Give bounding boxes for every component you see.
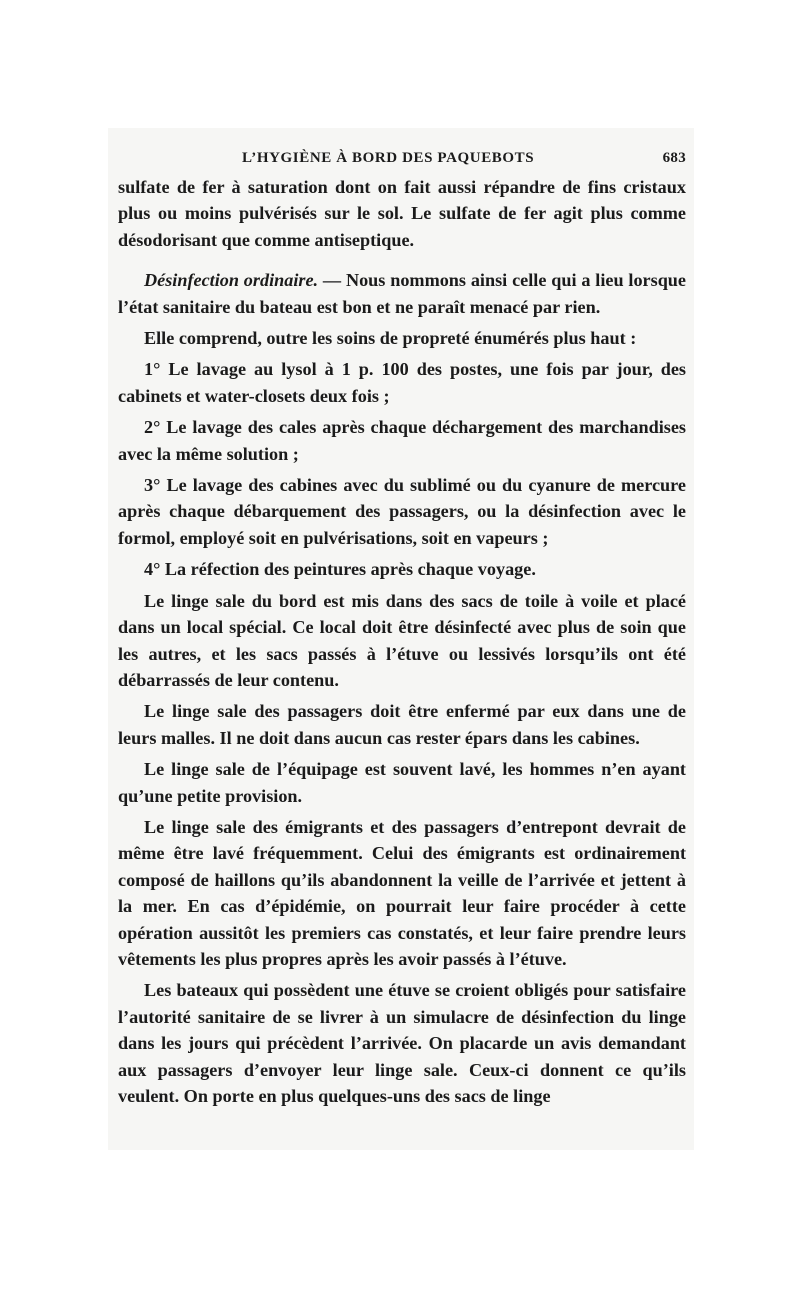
- paragraph: Le linge sale des passagers doit être enfermé par eux dans une de leurs malles. Il ne doit dans aucun cas rester épars dans les cabines.: [118, 701, 686, 748]
- body-text: [118, 174, 686, 1109]
- page-number: 683: [662, 150, 686, 166]
- list-item: 4° La réfection des peintures après chaque voyage.: [144, 559, 536, 580]
- list-item: 3° Le lavage des cabines avec du sublimé ou du cyanure de mercure après chaque débarquement des passagers, ou la désinfection avec le formol, employé soit en pulvérisations, soit en vapeurs ;: [118, 475, 686, 548]
- book-page: [108, 128, 694, 1150]
- list-item: 2° Le lavage des cales après chaque déchargement des marchandises avec la même solution ;: [118, 417, 686, 464]
- paragraph-text: — Nous nommons ainsi celle qui a lieu lorsque l’état sanitaire du bateau est bon et ne paraît menacé par rien.: [118, 270, 686, 317]
- section-subheading: Désinfection ordinaire.: [144, 270, 319, 291]
- running-header: [108, 150, 686, 168]
- paragraph: [118, 267, 686, 320]
- paragraph: Le linge sale de l’équipage est souvent lavé, les hommes n’en ayant qu’une petite provision.: [118, 759, 686, 806]
- paragraph: Le linge sale des émigrants et des passagers d’entrepont devrait de même être lavé fréquemment. Celui des émigrants est ordinairement composé de haillons qu’ils abandonnent la veille de l’arrivée et jettent à la mer. En cas d’épidémie, on pourrait leur faire procéder à cette opération aussitôt les premiers cas constatés, et leur faire prendre leurs vêtements les plus propres après les avoir passés à l’étuve.: [118, 816, 686, 969]
- paragraph: Le linge sale du bord est mis dans des sacs de toile à voile et placé dans un local spécial. Ce local doit être désinfecté avec plus de soin que les autres, et les sacs passés à l’étuve ou lessivés lorsqu’ils ont été débarrassés de leur contenu.: [118, 590, 686, 690]
- paragraph: Elle comprend, outre les soins de propreté énumérés plus haut :: [144, 328, 637, 349]
- list-item: 1° Le lavage au lysol à 1 p. 100 des postes, une fois par jour, des cabinets et water-closets deux fois ;: [118, 359, 686, 406]
- paragraph: Les bateaux qui possèdent une étuve se croient obligés pour satisfaire l’autorité sanitaire de se livrer à un simulacre de désinfection du linge dans les jours qui précèdent l’arrivée. On placarde un avis demandant aux passagers d’envoyer leur linge sale. Ceux-ci donnent ce qu’ils veulent. On porte en plus quelques-uns des sacs de linge: [118, 980, 686, 1106]
- paragraph: sulfate de fer à saturation dont on fait aussi répandre de fins cristaux plus ou moins pulvérisés sur le sol. Le sulfate de fer agit plus comme désodorisant que comme antiseptique.: [118, 177, 686, 250]
- running-title: L’HYGIÈNE À BORD DES PAQUEBOTS: [242, 150, 535, 166]
